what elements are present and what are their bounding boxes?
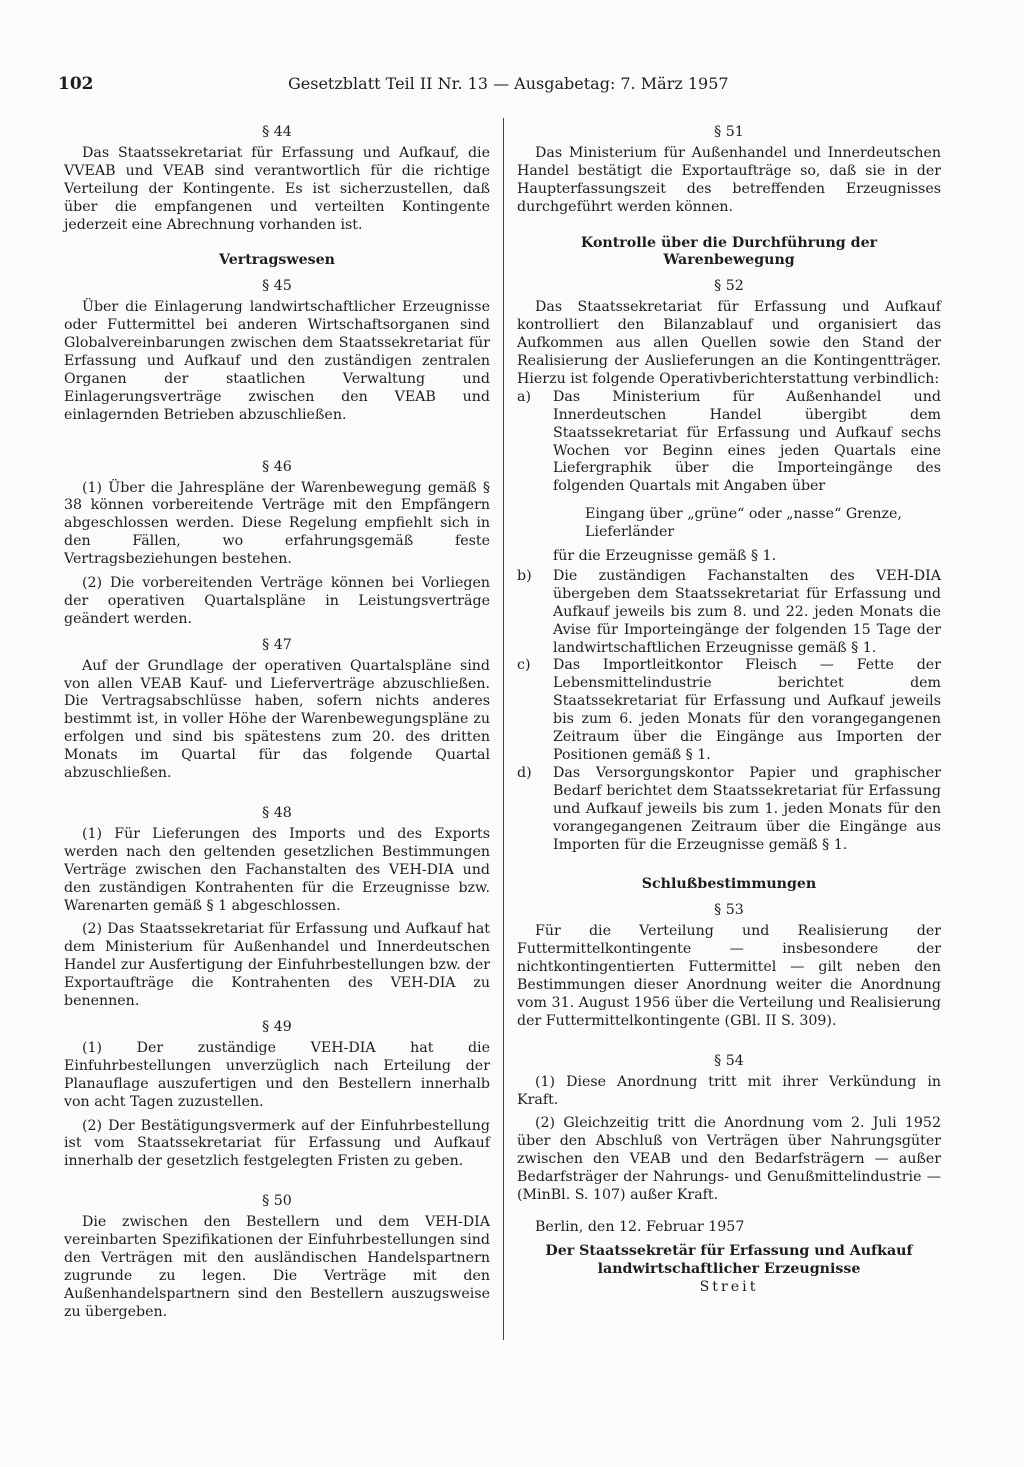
signatory-title-line-1: Der Staatssekretär für Erfassung und Aufkauf [545, 1242, 913, 1259]
heading-vertragswesen: Vertragswesen [219, 252, 335, 269]
section-46-para-1: (1) Über die Jahrespläne der Warenbewegung gemäß § 38 können vorbereitende Verträge mit den Empfängern abgeschlossen werden. Diese Regelung empfiehlt sich in den Fällen, wo erfahrungsgemäß feste Vertragsbeziehungen bestehen. [64, 479, 490, 568]
section-54-para-1: (1) Diese Anordnung tritt mit ihrer Verkündung in Kraft. [517, 1073, 941, 1108]
heading-schlussbestimmungen: Schlußbestimmungen [641, 876, 817, 893]
item-b-label: b) [517, 567, 532, 584]
section-50-text: Die zwischen den Bestellern und dem VEH-DIA vereinbarten Spezifikationen der Einfuhrbestellungen sind den Verträgen mit den ausländischen Handelspartnern zugrunde zu legen. Die Verträge mit den Außenhandelspartnern sind den Bestellern auszugsweise zu übergeben. [64, 1214, 490, 1320]
item-c-text: Das Importleitkontor Fleisch — Fette der Lebensmittelindustrie berichtet dem Staatssekretariat für Erfassung und Aufkauf jeweils bis zum 6. jeden Monats für den vorangegangenen Zeitraum über die Eingänge aus Importen der Positionen gemäß § 1. [553, 657, 941, 763]
running-title: Gesetzblatt Teil II Nr. 13 — Ausgabetag: 7. März 1957 [288, 74, 729, 93]
column-divider [503, 118, 504, 1340]
section-52-item-c [517, 657, 941, 764]
section-49-title: § 49 [262, 1018, 292, 1035]
section-47-text: Auf der Grundlage der operativen Quartalspläne sind von allen VEAB Kauf- und Lieferverträge abzuschließen. Die Vertragsabschlüsse haben, sofern nichts anderes bestimmt ist, in voller Höhe der Warenbewegungspläne zu erfolgen und sind bis spätestens zum 20. des dritten Monats im Quartal für das folgende Quartal abzuschließen. [64, 657, 490, 782]
signatory-title-line-2: landwirtschaftlicher Erzeugnisse [597, 1260, 861, 1277]
section-47-title: § 47 [262, 636, 292, 653]
place-date: Berlin, den 12. Februar 1957 [535, 1218, 745, 1235]
item-d-text: Das Versorgungskontor Papier und graphischer Bedarf berichtet dem Staatssekretariat für Erfassung und Aufkauf jeweils bis zum 1. jeden Monats für den vorangegangenen Zeitraum über die Eingänge aus Importen für die Erzeugnisse gemäß § 1. [553, 764, 941, 853]
section-52-title: § 52 [714, 278, 744, 295]
item-c-label: c) [517, 657, 531, 674]
signatory-name: Streit [699, 1278, 759, 1295]
section-52-item-a [517, 389, 941, 496]
section-52-intro: Das Staatssekretariat für Erfassung und Aufkauf kontrolliert den Bilanzablauf und organisiert das Aufkommen aus allen Quellen sowie den Stand der Realisierung der Auslieferungen an die Kontingentträger. Hierzu ist folgende Operativberichterstattung verbindlich: [517, 299, 941, 387]
item-b-text: Die zuständigen Fachanstalten des VEH-DIA übergeben dem Staatssekretariat für Erfassung und Aufkauf jeweils bis zum 8. und 22. jeden Monats die Avise für Importeingänge der folgenden 15 Tage der landwirtschaftlichen Erzeugnisse gemäß § 1. [553, 567, 941, 656]
item-a-label: a) [517, 388, 531, 405]
section-52-item-b [517, 568, 941, 658]
section-48-para-2: (2) Das Staatssekretariat für Erfassung und Aufkauf hat dem Ministerium für Außenhandel und Innerdeutschen Handel zur Ausfertigung der Einfuhrbestellungen bzw. der Exportaufträge die Kontrahenten des VEH-DIA zu benennen. [64, 921, 490, 1010]
section-46-title: § 46 [262, 458, 292, 475]
section-52-item-d [517, 765, 941, 855]
heading-kontrolle: Kontrolle über die Durchführung der Warenbewegung [580, 234, 878, 269]
section-46-para-2: (2) Die vorbereitenden Verträge können bei Vorliegen der operativen Quartalspläne in Leistungsverträge geändert werden. [64, 575, 490, 627]
item-a-sub: Eingang über „grüne“ oder „nasse“ Grenze, Lieferländer [585, 506, 902, 541]
section-49-para-1: (1) Der zuständige VEH-DIA hat die Einfuhrbestellungen unverzüglich nach Erteilung der Planauflage auszufertigen und den Bestellern innerhalb von acht Tagen zuzustellen. [64, 1039, 490, 1110]
item-d-label: d) [517, 764, 532, 781]
section-45-text: Über die Einlagerung landwirtschaftlicher Erzeugnisse oder Futtermittel bei anderen Wirtschaftsorganen sind Globalvereinbarungen zwischen dem Staatssekretariat für Erfassung und Aufkauf und den zuständigen zentralen Organen der staatlichen Verwaltung und Einlagerungsverträge zwischen den VEAB und einlagernden Betrieben abzuschließen. [64, 299, 490, 423]
section-54-title: § 54 [714, 1052, 744, 1069]
section-51-title: § 51 [714, 124, 744, 140]
page-header [58, 74, 938, 98]
section-44-text: Das Staatssekretariat für Erfassung und Aufkauf, die VVEAB und VEAB sind verantwortlich für die richtige Verteilung der Kontingente. Es ist sicherzustellen, daß über die empfangenen und verteilten Kontingente jederzeit eine Abrechnung vorhanden ist. [64, 144, 490, 233]
section-50-title: § 50 [262, 1193, 292, 1210]
section-48-title: § 48 [262, 805, 292, 821]
item-a-after: für die Erzeugnisse gemäß § 1. [553, 548, 777, 565]
section-51-text: Das Ministerium für Außenhandel und Innerdeutschen Handel bestätigt die Exportaufträge so, daß sie in der Haupterfassungszeit des betreffenden Erzeugnisses durchgeführt werden können. [517, 144, 941, 215]
page-number: 102 [58, 74, 94, 94]
left-column [64, 116, 490, 1322]
section-44-title: § 44 [262, 124, 292, 140]
section-45-title: § 45 [262, 278, 292, 295]
section-49-para-2: (2) Der Bestätigungsvermerk auf der Einfuhrbestellung ist vom Staatssekretariat für Erfassung und Aufkauf innerhalb der gesetzlich festgelegten Fristen zu geben. [64, 1117, 490, 1170]
section-54-para-2: (2) Gleichzeitig tritt die Anordnung vom 2. Juli 1952 über den Abschluß von Verträgen über Nahrungsgüter zwischen den VEAB und den Bedarfsträgern — außer Bedarfsträger der Nahrungs- und Genußmittelindustrie — (MinBl. S. 107) außer Kraft. [517, 1115, 941, 1204]
section-48-para-1: (1) Für Lieferungen des Imports und des Exports werden nach den geltenden gesetzlichen Bestimmungen Verträge zwischen den Fachanstalten des VEH-DIA und den zuständigen Kontrahenten für die Erzeugnisse bzw. Warenarten gemäß § 1 abgeschlossen. [64, 825, 490, 914]
right-column [517, 116, 941, 1297]
item-a-text: Das Ministerium für Außenhandel und Innerdeutschen Handel übergibt dem Staatssekretariat für Erfassung und Aufkauf sechs Wochen vor Beginn eines jeden Quartals eine Liefergraphik über die Importeingänge des folgenden Quartals mit Angaben über [553, 388, 941, 495]
section-53-text: Für die Verteilung und Realisierung der Futtermittelkontingente — insbesondere der nichtkontingentierten Futtermittel — gilt neben den Bestimmungen dieser Anordnung weiter die Anordnung vom 31. August 1956 über die Verteilung und Realisierung der Futtermittelkontingente (GBl. II S. 309). [517, 923, 941, 1029]
section-53-title: § 53 [714, 902, 744, 919]
